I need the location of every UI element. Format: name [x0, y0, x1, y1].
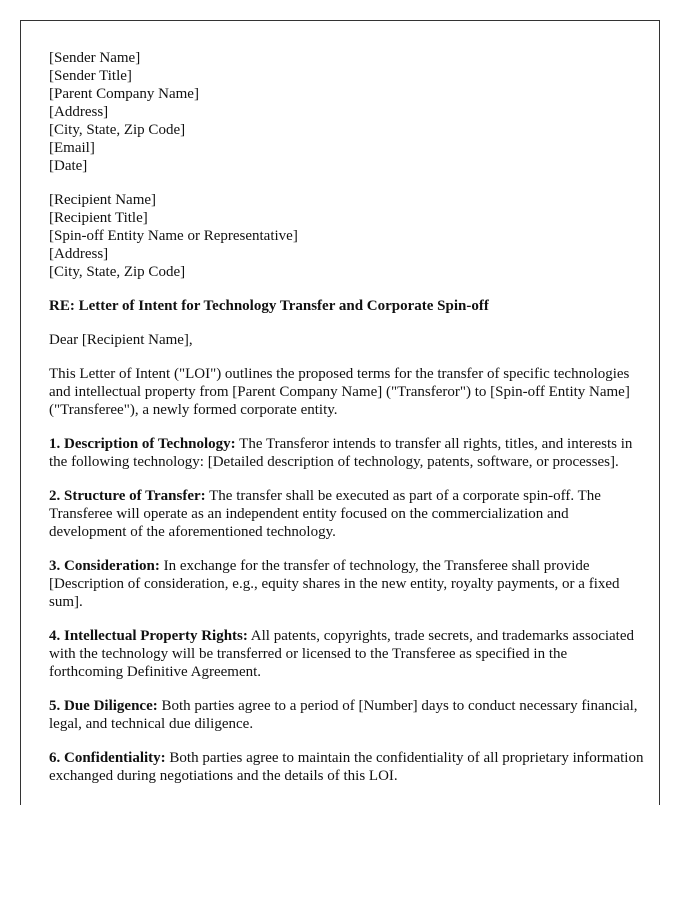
recipient-line: [Spin-off Entity Name or Representative]	[49, 228, 298, 244]
recipient-line: [Address]	[49, 246, 109, 262]
section-text: The Transferor intends to transfer all rights, titles, and interests in the following technology: [Detailed description of technology, patents, software, or processes].	[49, 436, 633, 470]
section-text: In exchange for the transfer of technology, the Transferee shall provide [Description of consideration, e.g., equity shares in the new entity, royalty payments, or a fixed sum].	[49, 558, 620, 610]
letter-content	[49, 49, 645, 801]
section-due-diligence	[49, 697, 645, 733]
recipient-line: [Recipient Name]	[49, 192, 157, 208]
letter-page	[20, 20, 660, 805]
section-heading: 6. Confidentiality:	[49, 750, 166, 766]
intro-paragraph: This Letter of Intent ("LOI") outlines the proposed terms for the transfer of specific technologies and intellectual property from [Parent Company Name] ("Transferor") to [Spin-off Entity Name] ("Transferee"), a newly formed corporate entity.	[49, 366, 630, 418]
sender-line: [Sender Title]	[49, 68, 132, 84]
section-heading: 2. Structure of Transfer:	[49, 488, 206, 504]
section-heading: 1. Description of Technology:	[49, 436, 236, 452]
sender-line: [Address]	[49, 104, 109, 120]
sender-line: [City, State, Zip Code]	[49, 122, 186, 138]
section-confidentiality	[49, 749, 645, 785]
sender-line: [Email]	[49, 140, 95, 156]
section-consideration	[49, 557, 645, 611]
sender-line: [Date]	[49, 158, 88, 174]
section-heading: 3. Consideration:	[49, 558, 160, 574]
section-text: Both parties agree to maintain the confidentiality of all proprietary information exchanged during negotiations and the details of this LOI.	[49, 750, 644, 784]
salutation: Dear [Recipient Name],	[49, 332, 193, 348]
recipient-block	[49, 191, 645, 281]
section-description	[49, 435, 645, 471]
sender-line: [Parent Company Name]	[49, 86, 199, 102]
section-text: The transfer shall be executed as part of a corporate spin-off. The Transferee will operate as an independent entity focused on the commercialization and development of the aforementioned technology.	[49, 488, 601, 540]
recipient-line: [Recipient Title]	[49, 210, 148, 226]
sender-block	[49, 49, 645, 175]
section-heading: 4. Intellectual Property Rights:	[49, 628, 248, 644]
section-text: Both parties agree to a period of [Number] days to conduct necessary financial, legal, and technical due diligence.	[49, 698, 638, 732]
section-ip-rights	[49, 627, 645, 681]
section-text: All patents, copyrights, trade secrets, and trademarks associated with the technology will be transferred or licensed to the Transferee as specified in the forthcoming Definitive Agreement.	[49, 628, 635, 680]
subject-line: RE: Letter of Intent for Technology Transfer and Corporate Spin-off	[49, 298, 489, 314]
section-heading: 5. Due Diligence:	[49, 698, 158, 714]
sender-line: [Sender Name]	[49, 50, 141, 66]
section-structure	[49, 487, 645, 541]
recipient-line: [City, State, Zip Code]	[49, 264, 186, 280]
